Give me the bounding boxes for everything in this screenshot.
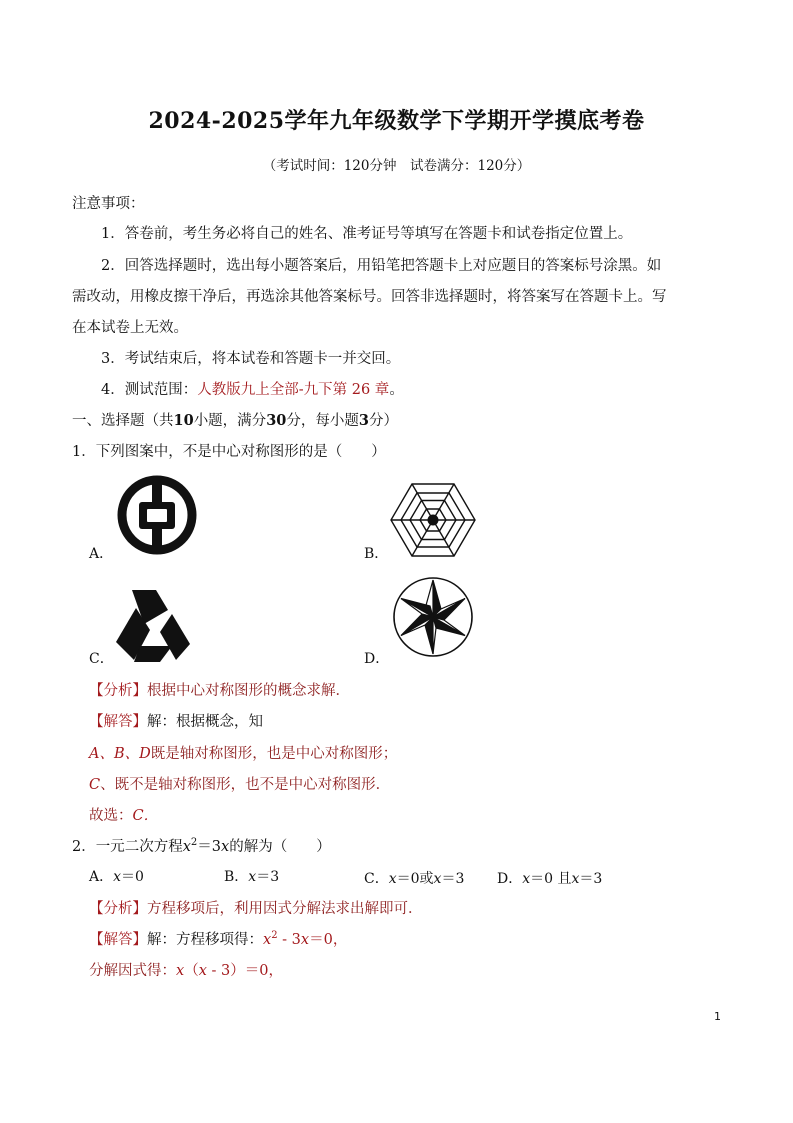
- q1-answer: [89, 710, 263, 731]
- expr-var: x: [300, 932, 310, 948]
- option-a-label: A．: [89, 546, 114, 562]
- option-b-label: B．: [364, 546, 389, 562]
- q2-factor: [89, 959, 283, 980]
- stem-text: 2．一元二次方程: [72, 839, 183, 855]
- section-heading-part: 一、选择题（共: [72, 413, 174, 429]
- q2-option-a: [89, 866, 144, 886]
- range-value: 人教版九上全部-九下第 26 章: [197, 382, 390, 398]
- analysis-text: 方程移项后，利用因式分解法求出解即可．: [147, 901, 423, 917]
- page-number: 1: [714, 1010, 721, 1023]
- expr-exp: 2: [271, 930, 278, 942]
- recycle-triangle-figure: [114, 588, 192, 664]
- opt-var: x: [571, 871, 580, 887]
- opt-val: ＝0: [121, 869, 144, 885]
- section-points: 30: [266, 412, 287, 429]
- section-count: 10: [173, 412, 194, 429]
- factor-text: （: [184, 963, 199, 979]
- answer-text: 解：方程移项得：: [147, 932, 263, 948]
- question-1-stem: 1．下列图案中，不是中心对称图形的是（ ）: [72, 444, 386, 460]
- option-d-label: D．: [364, 651, 390, 667]
- q1-answer-line-2: [89, 773, 390, 794]
- stem-exp: 2: [190, 837, 198, 849]
- page-title: 2024-2025学年九年级数学下学期开学摸底考卷: [148, 108, 645, 134]
- section-heading: [72, 409, 398, 430]
- question-2-stem: [72, 835, 331, 856]
- opt-val: ＝0 且: [530, 871, 572, 887]
- opt-val: ＝3: [256, 869, 280, 885]
- note-item-3: 3．考试结束后，将本试卷和答题卡一并交回。: [101, 351, 401, 367]
- note-item-2: 2．回答选择题时，选出每小题答案后，用铅笔把答题卡上对应题目的答案标号涂黑。如: [101, 258, 662, 274]
- coin-logo-figure: [114, 472, 200, 558]
- opt-label: C．: [364, 871, 389, 887]
- analysis-tag: 【分析】: [89, 683, 147, 699]
- q2-answer: [89, 928, 347, 949]
- stem-text: ＝3: [197, 839, 222, 855]
- factor-var: x: [198, 963, 207, 979]
- note-item-4: [101, 378, 404, 399]
- q2-analysis: [89, 897, 423, 918]
- opt-label: A．: [89, 869, 114, 885]
- notes-heading: 注意事项：: [72, 196, 145, 212]
- answer-tag: 【解答】: [89, 714, 147, 730]
- q1-answer-line-1: [89, 742, 397, 763]
- q2-option-d: [497, 868, 602, 888]
- expr-text: ＝0，: [309, 932, 348, 948]
- expr-text: - 3: [277, 932, 301, 948]
- q2-option-b: [224, 866, 279, 886]
- factor-text: 分解因式得：: [89, 963, 176, 979]
- opt-val: ＝3: [441, 871, 465, 887]
- q1-analysis: [89, 679, 350, 700]
- range-label: 4．测试范围：: [101, 382, 198, 398]
- opt-var: x: [248, 869, 257, 885]
- analysis-text: 根据中心对称图形的概念求解．: [147, 683, 350, 699]
- factor-var: x: [176, 963, 185, 979]
- answer-letters: A、B、D: [89, 746, 151, 762]
- q1-choice: [89, 804, 158, 825]
- star-circle-figure: [391, 575, 475, 659]
- q2-option-c: [364, 868, 464, 888]
- stem-text: 的解为（ ）: [229, 839, 331, 855]
- opt-var: x: [522, 871, 531, 887]
- answer-line-text: 、既不是轴对称图形，也不是中心对称图形．: [100, 777, 391, 793]
- opt-var: x: [113, 869, 122, 885]
- answer-tag: 【解答】: [89, 932, 147, 948]
- note-item-2-cont: 需改动，用橡皮擦干净后，再选涂其他答案标号。回答非选择题时，将答案写在答题卡上。写: [72, 289, 667, 305]
- opt-val: ＝3: [579, 871, 603, 887]
- section-each: 3: [358, 412, 369, 429]
- opt-label: D．: [497, 871, 523, 887]
- stem-var: x: [182, 839, 191, 855]
- analysis-tag: 【分析】: [89, 901, 147, 917]
- expr-var: x: [263, 932, 272, 948]
- answer-letter: C: [89, 777, 101, 793]
- section-heading-part: 分）: [368, 413, 398, 429]
- stem-var: x: [221, 839, 230, 855]
- opt-var: x: [433, 871, 442, 887]
- section-heading-part: 小题，满分: [193, 413, 267, 429]
- section-heading-part: 分，每小题: [286, 413, 359, 429]
- choice-prefix: 故选：: [89, 808, 133, 824]
- hexagon-web-figure: [388, 480, 478, 560]
- opt-var: x: [388, 871, 397, 887]
- answer-text: 解：根据概念，知: [147, 714, 263, 730]
- factor-text: - 3）＝0，: [206, 963, 283, 979]
- range-suffix: 。: [389, 382, 404, 398]
- opt-label: B．: [224, 869, 249, 885]
- opt-val: ＝0或: [396, 871, 434, 887]
- note-item-1: 1．答卷前，考生务必将自己的姓名、准考证号等填写在答题卡和试卷指定位置上。: [101, 226, 633, 242]
- exam-subtitle: （考试时间：120分钟 试卷满分：120分）: [262, 158, 531, 174]
- note-item-2-end: 在本试卷上无效。: [72, 320, 188, 336]
- answer-line-text: 既是轴对称图形，也是中心对称图形；: [150, 746, 398, 762]
- choice-value: C．: [132, 808, 159, 824]
- option-c-label: C．: [89, 651, 114, 667]
